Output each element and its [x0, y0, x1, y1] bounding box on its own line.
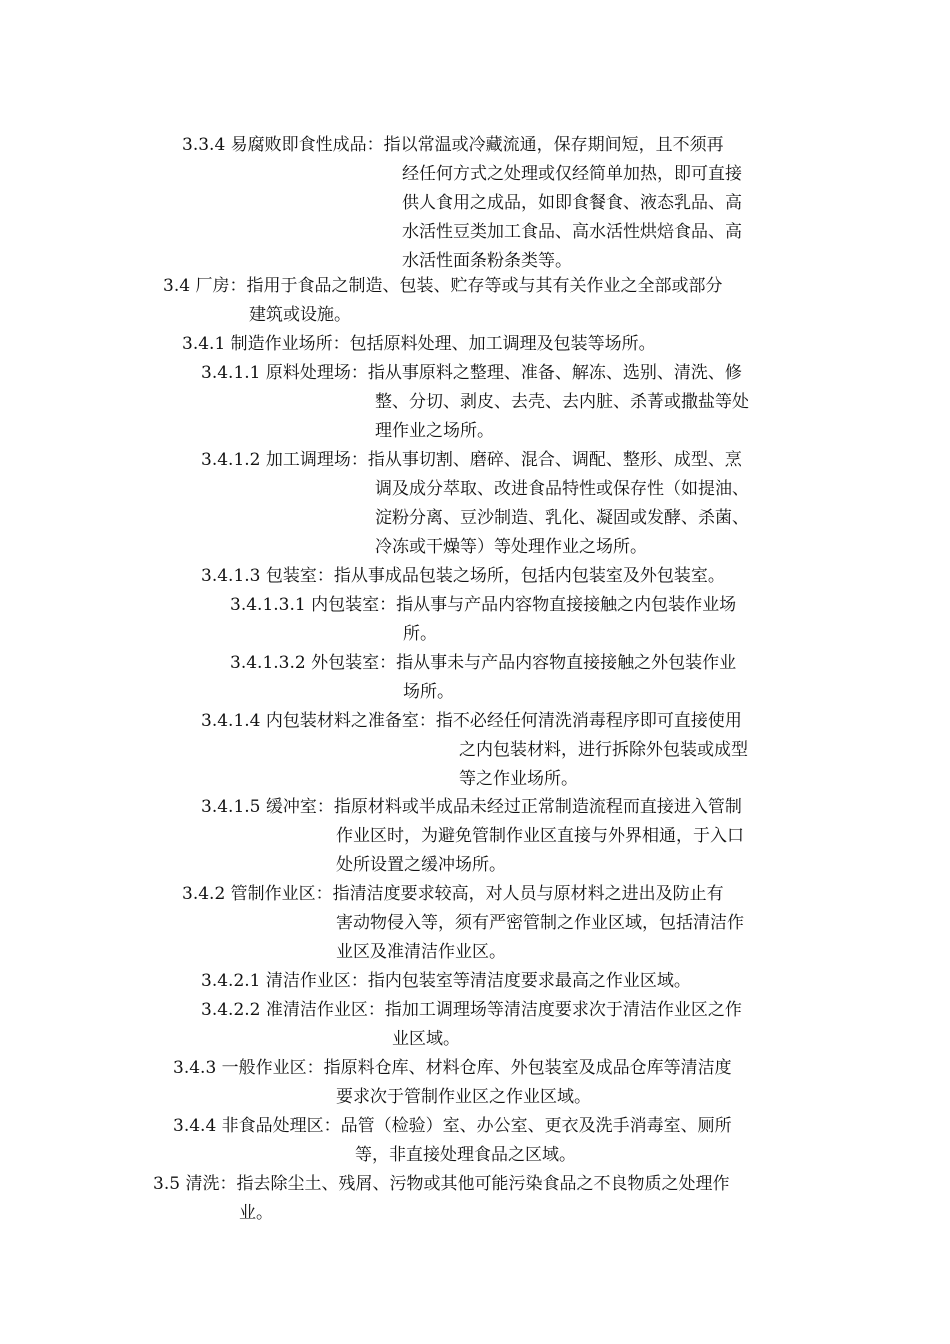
term: 加工调理场：: [265, 450, 368, 470]
definition-line: 要求次于管制作业区之作业区域。: [336, 1087, 591, 1107]
definition-line: 建筑或设施。: [249, 305, 351, 325]
definition-3-4-2: [182, 880, 744, 967]
definition-line: 整、分切、剥皮、去壳、去内脏、杀菁或撒盐等处: [375, 392, 749, 412]
definition-line: 业区及准清洁作业区。: [336, 942, 506, 962]
definition-line: 所。: [403, 624, 437, 644]
definition-3-4-1-5: [201, 793, 742, 880]
section-number: 3.4.1.1: [201, 363, 261, 383]
definition-line: 指原料仓库、材料仓库、外包装室及成品仓库等清洁度: [323, 1058, 732, 1078]
definition-3-4-1-3-1: [230, 591, 736, 649]
definition-line: 水活性豆类加工食品、高水活性烘焙食品、高: [402, 222, 742, 242]
definition-line: 指内包装室等清洁度要求最高之作业区域。: [367, 971, 691, 991]
definition-line: 业区域。: [392, 1029, 460, 1049]
definition-line: 理作业之场所。: [375, 421, 494, 441]
definition-line: 指加工调理场等清洁度要求次于清洁作业区之作: [384, 1000, 742, 1020]
section-number: 3.4.3: [173, 1058, 217, 1078]
definition-3-3-4: [182, 131, 742, 276]
definition-3-4-2-1: [201, 967, 691, 996]
definition-3-4-3: [173, 1054, 732, 1112]
section-number: 3.4.1.3.2: [230, 653, 306, 673]
section-number: 3.4.1.4: [201, 711, 261, 731]
section-number: 3.4.1.3.1: [230, 595, 306, 615]
definition-line: 水活性面条粉条类等。: [402, 251, 572, 271]
section-number: 3.4.1.3: [201, 566, 261, 586]
definition-line: 指从事成品包装之场所，包括内包装室及外包装室。: [333, 566, 725, 586]
definition-line: 场所。: [403, 682, 454, 702]
term: 原料处理场：: [265, 363, 368, 383]
definition-3-4-1-3-2: [230, 649, 736, 707]
definition-line: 处所设置之缓冲场所。: [336, 855, 506, 875]
definition-line: 包括原料处理、加工调理及包装等场所。: [349, 334, 656, 354]
definition-line: 指用于食品之制造、包装、贮存等或与其有关作业之全部或部分: [246, 276, 723, 296]
term: 易腐败即食性成品：: [230, 135, 384, 155]
section-number: 3.4.2.1: [201, 971, 261, 991]
definition-3-4-1-1: [201, 359, 749, 446]
term: 内包装室：: [311, 595, 397, 615]
definition-line: 指从事切割、磨碎、混合、调配、整形、成型、烹: [367, 450, 742, 470]
section-number: 3.4.1.5: [201, 797, 261, 817]
term: 制造作业场所：: [230, 334, 350, 354]
term: 清洗：: [185, 1174, 237, 1194]
definition-line: 经任何方式之处理或仅经简单加热，即可直接: [402, 164, 742, 184]
term: 厂房：: [195, 276, 247, 296]
definition-line: 等之作业场所。: [459, 769, 578, 789]
term: 准清洁作业区：: [265, 1000, 385, 1020]
definition-line: 调及成分萃取、改进食品特性或保存性（如提油、: [375, 479, 749, 499]
section-number: 3.4.1: [182, 334, 226, 354]
section-number: 3.4.1.2: [201, 450, 261, 470]
term: 包装室：: [265, 566, 334, 586]
term: 一般作业区：: [221, 1058, 324, 1078]
definition-3-4-2-2: [201, 996, 742, 1054]
definition-line: 之内包装材料，进行拆除外包装或成型: [459, 740, 748, 760]
definition-line: 指从事原料之整理、准备、解冻、选别、清洗、修: [367, 363, 742, 383]
definition-3-5: [153, 1170, 729, 1228]
definition-line: 指去除尘土、残屑、污物或其他可能污染食品之不良物质之处理作: [236, 1174, 730, 1194]
definition-line: 品管（检验）室、办公室、更衣及洗手消毒室、厕所: [340, 1116, 732, 1136]
term: 非食品处理区：: [221, 1116, 341, 1136]
definition-3-4-4: [173, 1112, 732, 1170]
term: 外包装室：: [311, 653, 397, 673]
definition-3-4-1-3: [201, 562, 725, 591]
term: 管制作业区：: [230, 884, 333, 904]
section-number: 3.4.4: [173, 1116, 217, 1136]
definition-line: 害动物侵入等，须有严密管制之作业区域，包括清洁作: [336, 913, 744, 933]
definition-line: 作业区时，为避免管制作业区直接与外界相通，于入口: [336, 826, 744, 846]
section-number: 3.4.2: [182, 884, 226, 904]
definition-line: 指清洁度要求较高，对人员与原材料之进出及防止有: [332, 884, 724, 904]
term: 内包装材料之准备室：: [265, 711, 436, 731]
section-number: 3.4.2.2: [201, 1000, 261, 1020]
definition-line: 冷冻或干燥等）等处理作业之场所。: [375, 537, 647, 557]
definition-line: 业。: [239, 1203, 273, 1223]
section-number: 3.5: [153, 1174, 181, 1194]
section-number: 3.3.4: [182, 135, 226, 155]
definition-3-4: [163, 272, 722, 330]
section-number: 3.4: [163, 276, 191, 296]
definition-line: 指从事未与产品内容物直接接触之外包装作业: [396, 653, 737, 673]
definition-line: 淀粉分离、豆沙制造、乳化、凝固或发酵、杀菌、: [375, 508, 749, 528]
definition-3-4-1-2: [201, 446, 749, 562]
definition-line: 等，非直接处理食品之区域。: [355, 1145, 576, 1165]
definition-3-4-1: [182, 330, 656, 359]
definition-3-4-1-4: [201, 707, 748, 794]
term: 缓冲室：: [265, 797, 334, 817]
definition-line: 指不必经任何清洗消毒程序即可直接使用: [435, 711, 742, 731]
definition-line: 指从事与产品内容物直接接触之内包装作业场: [396, 595, 737, 615]
definition-line: 指以常温或冷藏流通，保存期间短，且不须再: [383, 135, 724, 155]
definition-line: 指原材料或半成品未经过正常制造流程而直接进入管制: [333, 797, 742, 817]
definition-line: 供人食用之成品，如即食餐食、液态乳品、高: [402, 193, 742, 213]
term: 清洁作业区：: [265, 971, 368, 991]
